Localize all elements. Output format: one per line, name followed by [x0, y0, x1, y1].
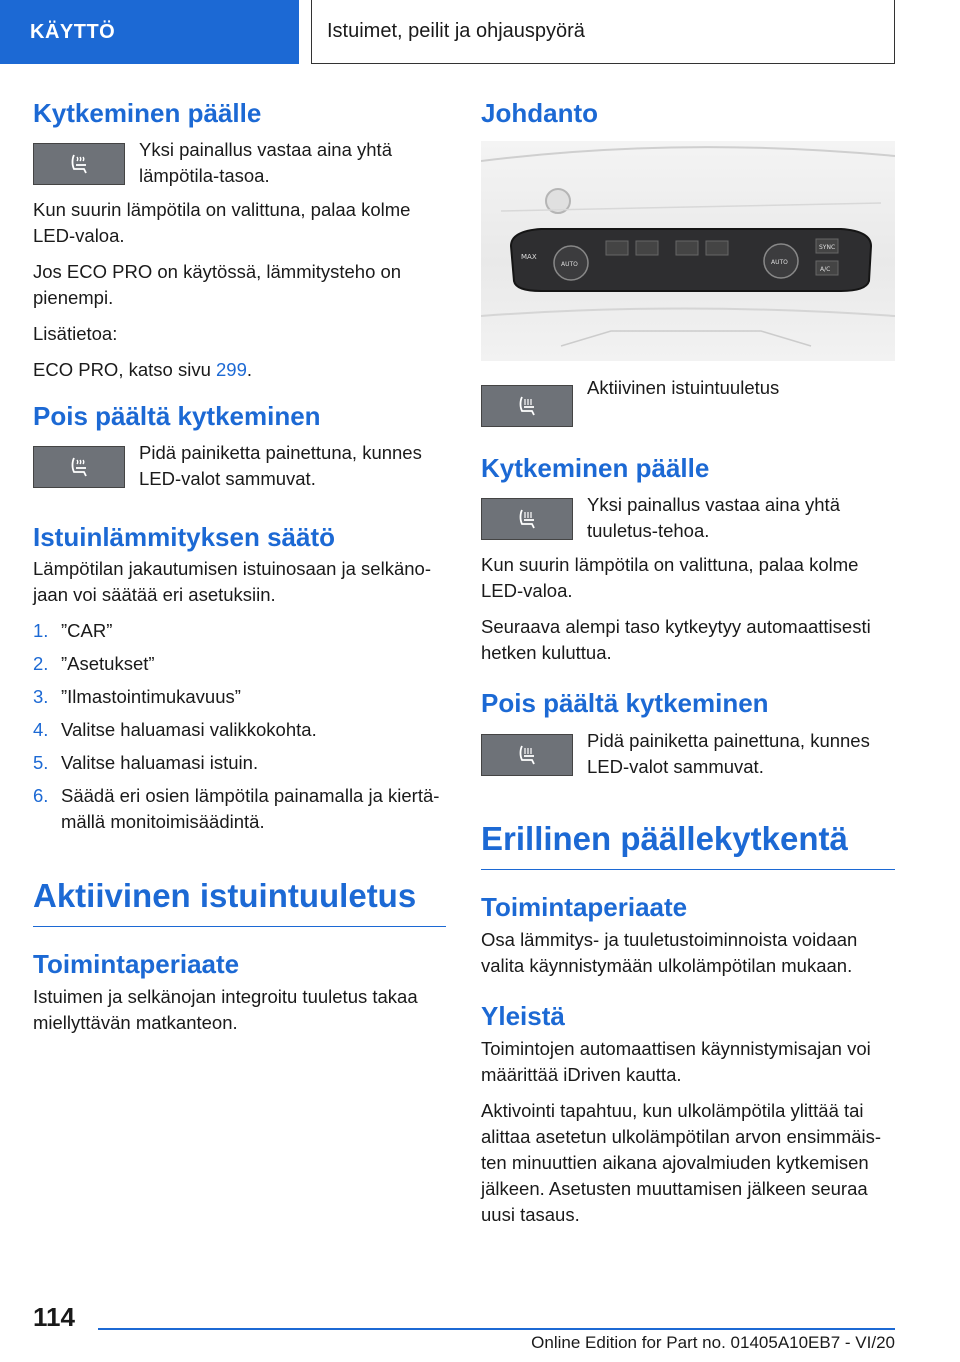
- icon-row-vent-off: [481, 728, 895, 780]
- ac-label: A/C: [820, 266, 831, 274]
- seat-ventilation-glyph: [514, 506, 540, 532]
- seat-ventilation-icon: [481, 498, 573, 540]
- step-item: [33, 651, 446, 677]
- step-number: 3.: [33, 685, 49, 707]
- adjust-steps: [33, 618, 446, 835]
- icon-row-heat-off: [33, 440, 446, 492]
- footer-rule: [98, 1328, 895, 1330]
- eco-pro-ref: [33, 357, 446, 383]
- vent-off-desc: Pidä painiketta painettuna, kunnes LED-valot sammuvat.: [587, 729, 870, 777]
- general-p1: Toimintojen automaattisen käynnistymisajan voi määrittää iDriven kautta.: [481, 1038, 871, 1086]
- heading-vent-off: Pois päältä kytkeminen: [481, 688, 769, 719]
- ventilation-desc: Aktiivinen istuintuuletus: [587, 377, 780, 399]
- heading-vent-on: Kytkeminen päälle: [481, 453, 710, 484]
- step-number: 1.: [33, 619, 49, 641]
- step-item: [33, 618, 446, 644]
- page-number: 114: [33, 1302, 75, 1332]
- eco-pro-text: ECO PRO, katso sivu: [33, 359, 216, 381]
- sync-label: SYNC: [819, 244, 836, 252]
- heat-on-desc: Yksi painallus vastaa aina yhtä lämpötila-tasoa.: [139, 139, 392, 187]
- step-text: ”Ilmastointimukavuus”: [61, 685, 241, 707]
- step-text: Valitse haluamasi istuin.: [61, 751, 259, 773]
- general-p2: Aktivointi tapahtuu, kun ulkolämpötila ylittää tai alittaa asetetun ulkolämpötilan arvon ensimmäis-ten minuuttien aikana ajovalmiuden kytkemisen jälkeen. Asetusten muuttamisen jälkeen seuraa uusi tasaus.: [481, 1100, 882, 1226]
- seat-heating-icon: [33, 446, 125, 488]
- heading-principle: Toimintaperiaate: [33, 948, 240, 979]
- max-label: MAX: [521, 253, 537, 262]
- heading-switch-off: Pois päältä kytkeminen: [33, 401, 321, 432]
- step-item: [33, 750, 446, 776]
- eco-pro-end: .: [246, 359, 253, 381]
- seat-ventilation-glyph: [514, 742, 540, 768]
- step-number: 4.: [33, 718, 49, 740]
- vent-on-desc: Yksi painallus vastaa aina yhtä tuuletus-tehoa.: [587, 494, 840, 542]
- auto-left-label: AUTO: [561, 261, 578, 269]
- step-text: ”CAR”: [61, 619, 113, 641]
- icon-row-vent-on: [481, 492, 895, 544]
- chapter-header: [311, 0, 895, 64]
- section-title: KÄYTTÖ: [30, 20, 116, 43]
- auto-right-label: AUTO: [771, 259, 788, 267]
- heading-general: Yleistä: [481, 1001, 565, 1031]
- section-tab: [0, 0, 299, 64]
- seat-ventilation-glyph: [514, 393, 540, 419]
- seat-ventilation-icon: [481, 734, 573, 776]
- adjust-paragraph: Lämpötilan jakautumisen istuinosaan ja selkäno-jaan voi säätää eri asetuksiin.: [33, 557, 431, 605]
- climate-panel-illustration: [481, 141, 895, 361]
- vent-on-p2: Seuraava alempi taso kytkeytyy automaattisesti hetken kuluttua.: [481, 616, 871, 664]
- principle-paragraph: Istuimen ja selkänojan integroitu tuuletus takaa miellyttävän matkanteon.: [33, 986, 418, 1033]
- seat-heating-glyph: [66, 454, 92, 480]
- left-column: [33, 98, 446, 1046]
- seat-ventilation-icon: [481, 385, 573, 427]
- seat-heating-icon: [33, 143, 125, 185]
- step-item: [33, 717, 446, 743]
- step-number: 2.: [33, 652, 49, 674]
- heat-on-p1: Kun suurin lämpötila on valittuna, palaa kolme LED-valoa.: [33, 199, 411, 247]
- principle-paragraph-right: Osa lämmitys- ja tuuletustoiminnoista voidaan valita käynnistymään ulkolämpötilan mukaan.: [481, 929, 858, 976]
- step-number: 6.: [33, 784, 49, 806]
- heading-intro: Johdanto: [481, 98, 598, 128]
- icon-row-heat-on: [33, 137, 446, 189]
- seat-heating-glyph: [66, 151, 92, 177]
- climate-panel-photo: [481, 141, 895, 361]
- heat-on-p2: Jos ECO PRO on käytössä, lämmitysteho on pienempi.: [33, 261, 402, 309]
- heading-separate-activation: Erillinen päällekytkentä: [481, 818, 895, 870]
- heading-principle-right: Toimintaperiaate: [481, 891, 688, 922]
- step-item: [33, 684, 446, 710]
- step-number: 5.: [33, 751, 49, 773]
- step-text: Säädä eri osien lämpötila painamalla ja kiertä-mällä monitoimisäädintä.: [61, 784, 440, 832]
- step-item: [33, 783, 446, 835]
- heading-adjust: Istuinlämmityksen säätö: [33, 522, 335, 553]
- step-text: Valitse haluamasi valikkokohta.: [61, 718, 317, 740]
- chapter-title: Istuimet, peilit ja ohjauspyörä: [327, 20, 585, 42]
- footer-edition: Online Edition for Part no. 01405A10EB7 - VI/20: [531, 1333, 895, 1352]
- vent-on-p1: Kun suurin lämpötila on valittuna, palaa kolme LED-valoa.: [481, 554, 859, 602]
- more-info-label: Lisätietoa:: [33, 323, 118, 345]
- step-text: ”Asetukset”: [61, 652, 155, 674]
- icon-row-ventilation: [481, 375, 895, 427]
- heading-active-ventilation: Aktiivinen istuintuuletus: [33, 875, 446, 927]
- eco-pro-page-link[interactable]: 299: [216, 359, 247, 381]
- heading-switch-on: Kytkeminen päälle: [33, 98, 262, 128]
- right-column: [481, 98, 895, 1238]
- heat-off-desc: Pidä painiketta painettuna, kunnes LED-valot sammuvat.: [139, 442, 422, 490]
